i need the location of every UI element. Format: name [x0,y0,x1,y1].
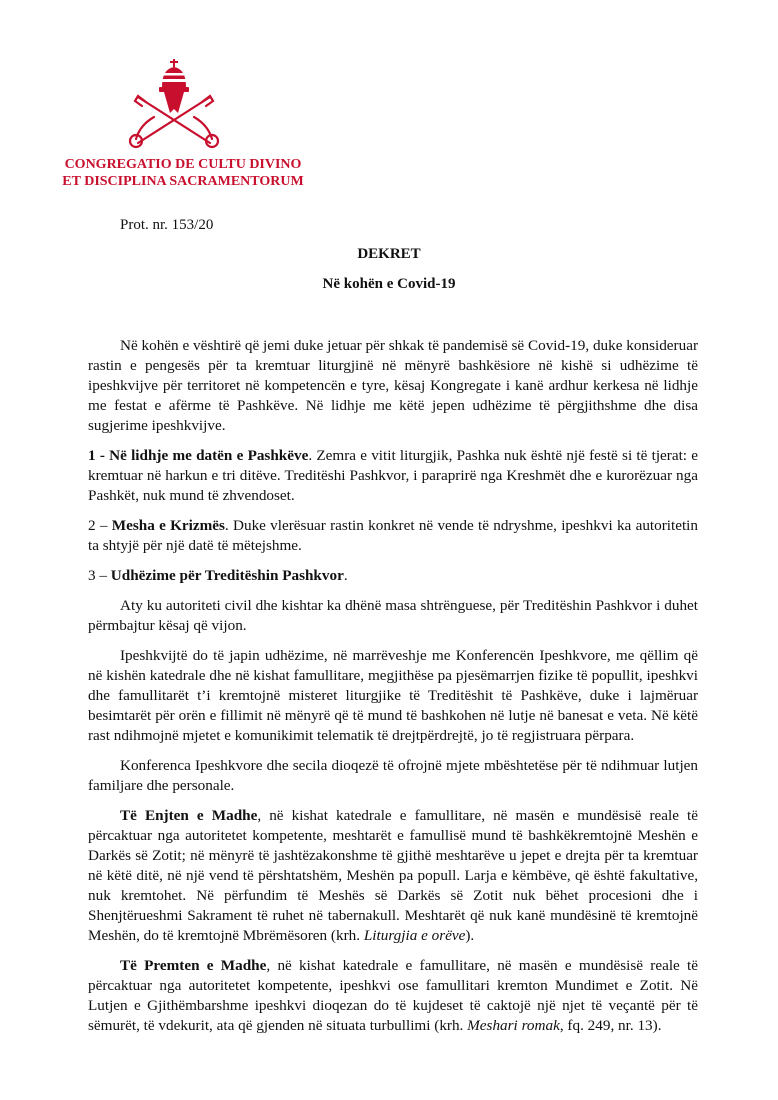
paragraph-4: Aty ku autoriteti civil dhe kishtar ka dhënë masa shtrënguese, për Treditëshin Pashkvor i duhet përmbajtur kësaj që vijon. [88,597,698,634]
good-friday-reference: Meshari romak [467,1017,560,1034]
document-title: DEKRET [357,246,421,262]
section-1-text: . Zemra e vitit liturgjik, Pashka nuk është një festë si të tjerat: e kremtuar në harkun e tri ditëve. Treditëshi Pashkvor, i paraprirë nga Kreshmët dhe e kurorëzuar nga Pashkët, nuk mund të zhvendoset. [88,447,698,504]
good-friday-end: , fq. 249, nr. 13). [559,1017,662,1034]
section-3-heading: Udhëzime për Treditëshin Pashkvor [110,567,344,584]
holy-thursday-paragraph [88,806,698,946]
section-3-end: . [343,567,348,584]
holy-thursday-heading: Të Enjten e Madhe [120,807,258,824]
intro-paragraph: Në kohën e vështirë që jemi duke jetuar për shkak të pandemisë së Covid-19, duke konsideruar rastin e pengesës për ta kremtuar liturgjinë në mënyrë bashkësiore në kishë si udhëzime të ipeshkvijve për territoret në kompetencën e tyre, kësaj Kongregate i kanë ardhur kerkesa në lidhje me festat e afërme të Pashkëve. Në lidhje me këtë jepen udhëzime të përgjithshme dhe disa sugjerime ipeshkvijve. [88,337,698,434]
section-1-heading: 1 - Në lidhje me datën e Pashkëve [88,447,309,464]
congregation-name [58,156,308,190]
paragraph-5: Ipeshkvijtë do të japin udhëzime, në marrëveshje me Konferencën Ipeshkvore, me qëllim që në kishën katedrale dhe në kishat famullitare, megjithëse pa pjesëmarrjen fizike të popullit, ipeshkvi dhe famullitarët t’i kremtojnë misteret liturgjike të Treditëshit të Pashkëve, duke i lajmëruar besimtarët për orën e fillimit në mënyrë që të mund të bashkohen në lutje në banesat e veta. Në këtë rast ndihmojnë mjetet e komunikimit telematik të drejtpërdrejtë, jo të regjistruara përpara. [88,647,698,744]
document-body [88,336,698,1046]
section-3-paragraph [88,566,698,586]
papal-emblem-icon [114,57,234,151]
holy-thursday-reference: Liturgjia e orëve [363,927,466,944]
section-2-text: . Duke vlerësuar rastin konkret në vende të ndryshme, ipeshkvi ka autoritetin ta shtyjë për një datë të mëtejshme. [88,517,698,554]
good-friday-paragraph [88,956,698,1036]
org-line-2: ET DISCIPLINA SACRAMENTORUM [62,174,304,189]
document-subtitle: Në kohën e Covid-19 [322,276,456,292]
org-line-1: CONGREGATIO DE CULTU DIVINO [64,157,302,172]
section-2-paragraph [88,516,698,556]
crossed-keys-tiara-icon [114,57,234,151]
section-2-heading: Mesha e Krizmës [111,517,225,534]
good-friday-text: , në kishat katedrale e famullitare, në masën e mundësisë reale të përcaktuar nga autoritetet kompetente, ipeshkvi ose famullitari kremton Mundimet e Zotit. Në Lutjen e Gjithëmbarshme ipeshkvi dioqezan do të kujdeset të caktojë një njet të veçantë për të sëmurët, të vdekurit, ata që gjenden në situata turbullimi (krh. [88,957,699,1034]
section-1-paragraph [88,446,698,506]
paragraph-6: Konferenca Ipeshkvore dhe secila dioqezë të ofrojnë mjete mbështetëse për të ndihmuar lutjen familjare dhe personale. [88,757,698,794]
protocol-number: Prot. nr. 153/20 [120,217,214,233]
good-friday-heading: Të Premten e Madhe [120,957,267,974]
holy-thursday-end: ). [465,927,475,944]
section-2-number: 2 – [88,517,112,534]
holy-thursday-text: , në kishat katedrale e famullitare, në masën e mundësisë reale të përcaktuar nga autoritetet kompetente, meshtarët e famullisë mund të bashkëkremtojnë Meshën e Darkës së Zotit; në mënyrë të jashtëzakonshme të gjithë meshtarëve u jepet e drejta për ta kremtuar në këtë ditë, në një vend të përshtatshëm, Meshën pa popull. Larja e këmbëve, që është fakultative, nuk kremtohet. Në përfundim të Meshës së Darkës së Zotit nuk bëhet procesioni dhe i Shenjtërueshmi Sakrament të ruhet në tabernakull. Meshtarët që nuk kanë mundësinë të kremtojnë Meshën, do të kremtojnë Mbrëmësoren (krh. [88,807,698,944]
section-3-number: 3 – [88,567,111,584]
